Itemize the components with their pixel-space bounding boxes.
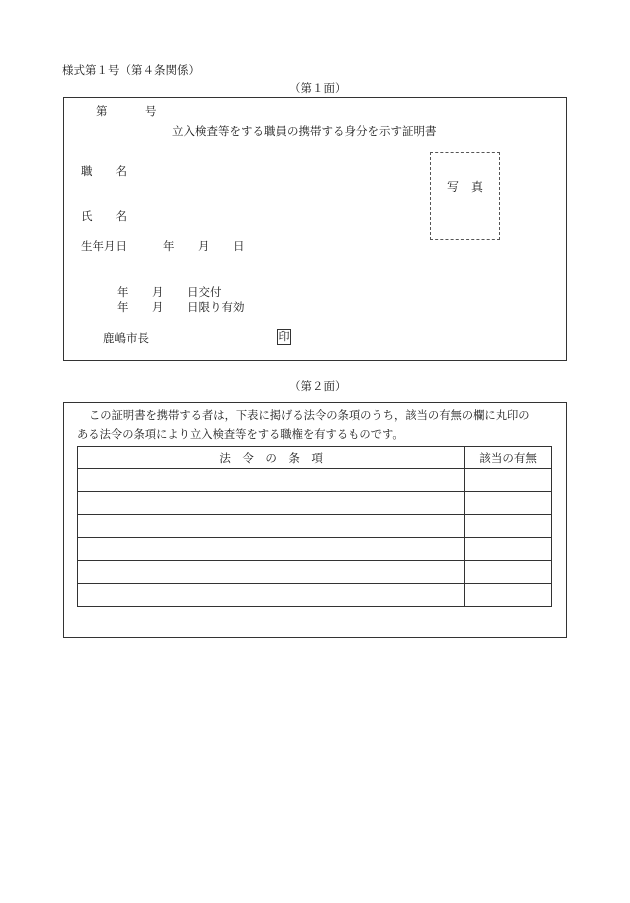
table-row [78, 492, 552, 515]
certificate-number-suffix: 号 [145, 104, 157, 118]
front-side-label: （第１面） [289, 81, 347, 95]
law-clause-cell [78, 492, 465, 515]
birth-year-unit: 年 [163, 239, 175, 253]
law-clauses-table [77, 446, 552, 607]
issued-year-unit: 年 [117, 285, 129, 299]
issued-month-unit: 月 [152, 285, 164, 299]
table-header-row [78, 447, 552, 469]
certificate-number-prefix: 第 [96, 104, 108, 118]
table-row [78, 469, 552, 492]
table-row [78, 515, 552, 538]
law-clause-cell [78, 584, 465, 607]
law-clause-cell [78, 469, 465, 492]
issuer-name: 鹿嶋市長 [103, 331, 149, 345]
job-title-label: 職 名 [81, 164, 127, 178]
law-clause-cell [78, 538, 465, 561]
table-row [78, 561, 552, 584]
applicability-cell [465, 584, 552, 607]
applicability-cell [465, 469, 552, 492]
photo-label: 写 真 [446, 180, 483, 194]
table-row [78, 584, 552, 607]
applicability-cell [465, 538, 552, 561]
applicability-cell [465, 492, 552, 515]
valid-date-suffix: 日限り有効 [187, 300, 245, 314]
birth-date-label: 生年月日 [81, 239, 127, 253]
description-line-2: ある法令の条項により立入検査等をする職権を有するものです。 [77, 428, 404, 441]
birth-day-unit: 日 [233, 239, 245, 253]
certificate-title: 立入検査等をする職員の携帯する身分を示す証明書 [172, 124, 437, 138]
table-row [78, 538, 552, 561]
valid-month-unit: 月 [152, 300, 164, 314]
name-label: 氏 名 [81, 209, 127, 223]
photo-placeholder [430, 152, 500, 240]
law-clause-cell [78, 561, 465, 584]
applicability-cell [465, 561, 552, 584]
valid-year-unit: 年 [117, 300, 129, 314]
header-applicability: 該当の有無 [465, 447, 552, 469]
back-side-label: （第２面） [289, 379, 347, 393]
description-line-1: この証明書を携帯する者は，下表に掲げる法令の条項のうち，該当の有無の欄に丸印の [89, 409, 530, 422]
law-clause-cell [78, 515, 465, 538]
seal-mark: 印 [278, 330, 290, 343]
issued-date-suffix: 日交付 [187, 285, 222, 299]
header-law-clause: 法 令 の 条 項 [78, 447, 465, 469]
birth-month-unit: 月 [198, 239, 210, 253]
applicability-cell [465, 515, 552, 538]
form-label: 様式第１号（第４条関係） [62, 63, 200, 77]
